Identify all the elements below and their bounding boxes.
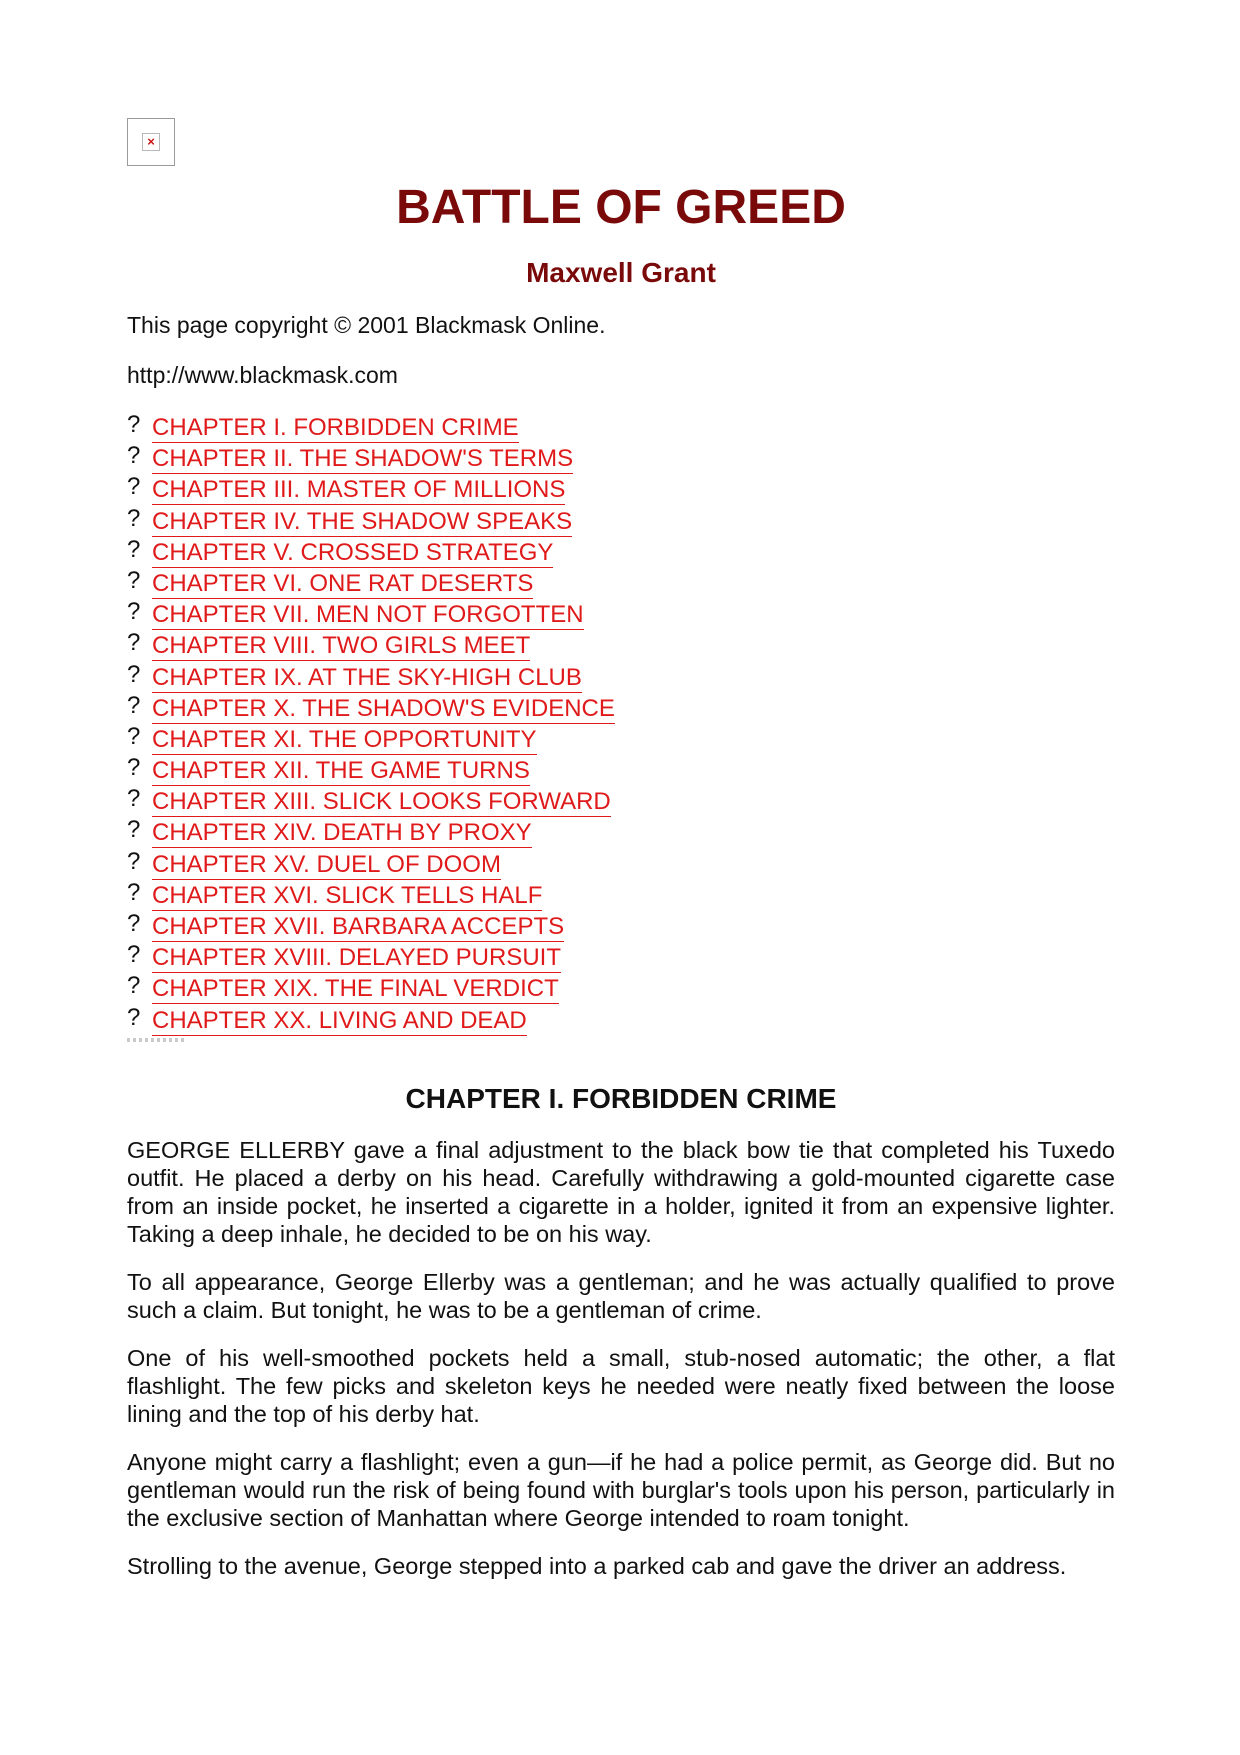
toc-bullet: ? xyxy=(127,411,141,438)
body-paragraph: Strolling to the avenue, George stepped into a parked cab and gave the driver an address. xyxy=(127,1552,1067,1579)
toc-link-chapter-12[interactable]: CHAPTER XII. THE GAME TURNS xyxy=(152,757,530,785)
toc-bullet: ? xyxy=(127,816,141,844)
toc-item xyxy=(127,849,1115,880)
toc-item xyxy=(127,817,1115,848)
toc-link-chapter-19[interactable]: CHAPTER XIX. THE FINAL VERDICT xyxy=(152,975,559,1003)
toc-item xyxy=(127,568,1115,599)
toc-bullet: ? xyxy=(127,504,141,532)
table-of-contents xyxy=(127,412,1115,1036)
book-author: Maxwell Grant xyxy=(526,257,716,288)
toc-bullet: ? xyxy=(127,941,141,969)
toc-bullet: ? xyxy=(127,1003,141,1031)
toc-link-chapter-1[interactable]: CHAPTER I. FORBIDDEN CRIME xyxy=(152,414,519,441)
toc-bullet: ? xyxy=(127,972,141,1000)
site-url: http://www.blackmask.com xyxy=(127,362,398,388)
body-paragraph: One of his well-smoothed pockets held a small, stub-nosed automatic; the other, a flat flashlight. The few picks and skeleton keys he needed were neatly fixed between the loose lining and the top of his derby hat. xyxy=(127,1344,1115,1427)
toc-item xyxy=(127,973,1115,1004)
toc-link-chapter-3[interactable]: CHAPTER III. MASTER OF MILLIONS xyxy=(152,476,566,504)
toc-item xyxy=(127,755,1115,786)
toc-item xyxy=(127,474,1115,505)
toc-item xyxy=(127,1005,1115,1036)
toc-bullet: ? xyxy=(127,722,141,750)
copyright-notice: This page copyright © 2001 Blackmask Online. xyxy=(127,312,606,338)
toc-link-chapter-14[interactable]: CHAPTER XIV. DEATH BY PROXY xyxy=(152,819,532,847)
toc-bullet: ? xyxy=(127,847,141,875)
toc-bullet: ? xyxy=(127,878,141,906)
toc-link-chapter-6[interactable]: CHAPTER VI. ONE RAT DESERTS xyxy=(152,569,534,597)
toc-item xyxy=(127,506,1115,537)
toc-link-chapter-7[interactable]: CHAPTER VII. MEN NOT FORGOTTEN xyxy=(152,601,584,629)
toc-item xyxy=(127,693,1115,724)
toc-link-chapter-8[interactable]: CHAPTER VIII. TWO GIRLS MEET xyxy=(152,632,531,660)
toc-cutoff-line xyxy=(127,1038,187,1042)
toc-bullet: ? xyxy=(127,473,141,501)
toc-link-chapter-9[interactable]: CHAPTER IX. AT THE SKY-HIGH CLUB xyxy=(152,663,582,691)
toc-item xyxy=(127,911,1115,942)
toc-bullet: ? xyxy=(127,660,141,688)
toc-bullet: ? xyxy=(127,754,141,782)
toc-link-chapter-2[interactable]: CHAPTER II. THE SHADOW'S TERMS xyxy=(152,445,574,473)
book-title: BATTLE OF GREED xyxy=(396,181,846,234)
toc-item xyxy=(127,942,1115,973)
chapter-heading: CHAPTER I. FORBIDDEN CRIME xyxy=(405,1082,837,1114)
toc-item xyxy=(127,662,1115,693)
toc-link-chapter-10[interactable]: CHAPTER X. THE SHADOW'S EVIDENCE xyxy=(152,694,615,722)
toc-bullet: ? xyxy=(127,598,141,626)
toc-item xyxy=(127,724,1115,755)
toc-item xyxy=(127,786,1115,817)
document-page xyxy=(127,118,1115,1580)
toc-link-chapter-17[interactable]: CHAPTER XVII. BARBARA ACCEPTS xyxy=(152,913,565,940)
toc-bullet: ? xyxy=(127,910,141,937)
toc-link-chapter-15[interactable]: CHAPTER XV. DUEL OF DOOM xyxy=(152,850,501,878)
toc-bullet: ? xyxy=(127,566,141,594)
toc-link-chapter-11[interactable]: CHAPTER XI. THE OPPORTUNITY xyxy=(152,725,537,753)
toc-link-chapter-13[interactable]: CHAPTER XIII. SLICK LOOKS FORWARD xyxy=(152,788,611,816)
toc-link-chapter-20[interactable]: CHAPTER XX. LIVING AND DEAD xyxy=(152,1006,527,1034)
toc-item xyxy=(127,537,1115,568)
toc-bullet: ? xyxy=(127,442,141,470)
toc-item xyxy=(127,599,1115,630)
toc-link-chapter-5[interactable]: CHAPTER V. CROSSED STRATEGY xyxy=(152,538,554,566)
toc-bullet: ? xyxy=(127,535,141,563)
toc-bullet: ? xyxy=(127,691,141,719)
toc-item xyxy=(127,443,1115,474)
toc-item xyxy=(127,630,1115,661)
broken-image-icon: × xyxy=(127,118,175,166)
toc-link-chapter-16[interactable]: CHAPTER XVI. SLICK TELLS HALF xyxy=(152,881,543,909)
toc-bullet: ? xyxy=(127,629,141,657)
toc-item xyxy=(127,412,1115,443)
toc-link-chapter-4[interactable]: CHAPTER IV. THE SHADOW SPEAKS xyxy=(152,507,573,535)
body-paragraph: Anyone might carry a flashlight; even a gun—if he had a police permit, as George did. But no gentleman would run the risk of being found with burglar's tools upon his person, particularly in the exclusive section of Manhattan where George intended to roam tonight. xyxy=(127,1448,1115,1531)
toc-bullet: ? xyxy=(127,785,141,813)
body-paragraph: GEORGE ELLERBY gave a final adjustment to the black bow tie that completed his Tuxedo outfit. He placed a derby on his head. Carefully withdrawing a gold-mounted cigarette case from an inside pocket, he inserted a cigarette in a holder, ignited it from an expensive lighter. Taking a deep inhale, he decided to be on his way. xyxy=(127,1136,1115,1247)
toc-item xyxy=(127,880,1115,911)
body-paragraph: To all appearance, George Ellerby was a gentleman; and he was actually qualified to prove such a claim. But tonight, he was to be a gentleman of crime. xyxy=(127,1268,1115,1323)
toc-link-chapter-18[interactable]: CHAPTER XVIII. DELAYED PURSUIT xyxy=(152,944,561,972)
